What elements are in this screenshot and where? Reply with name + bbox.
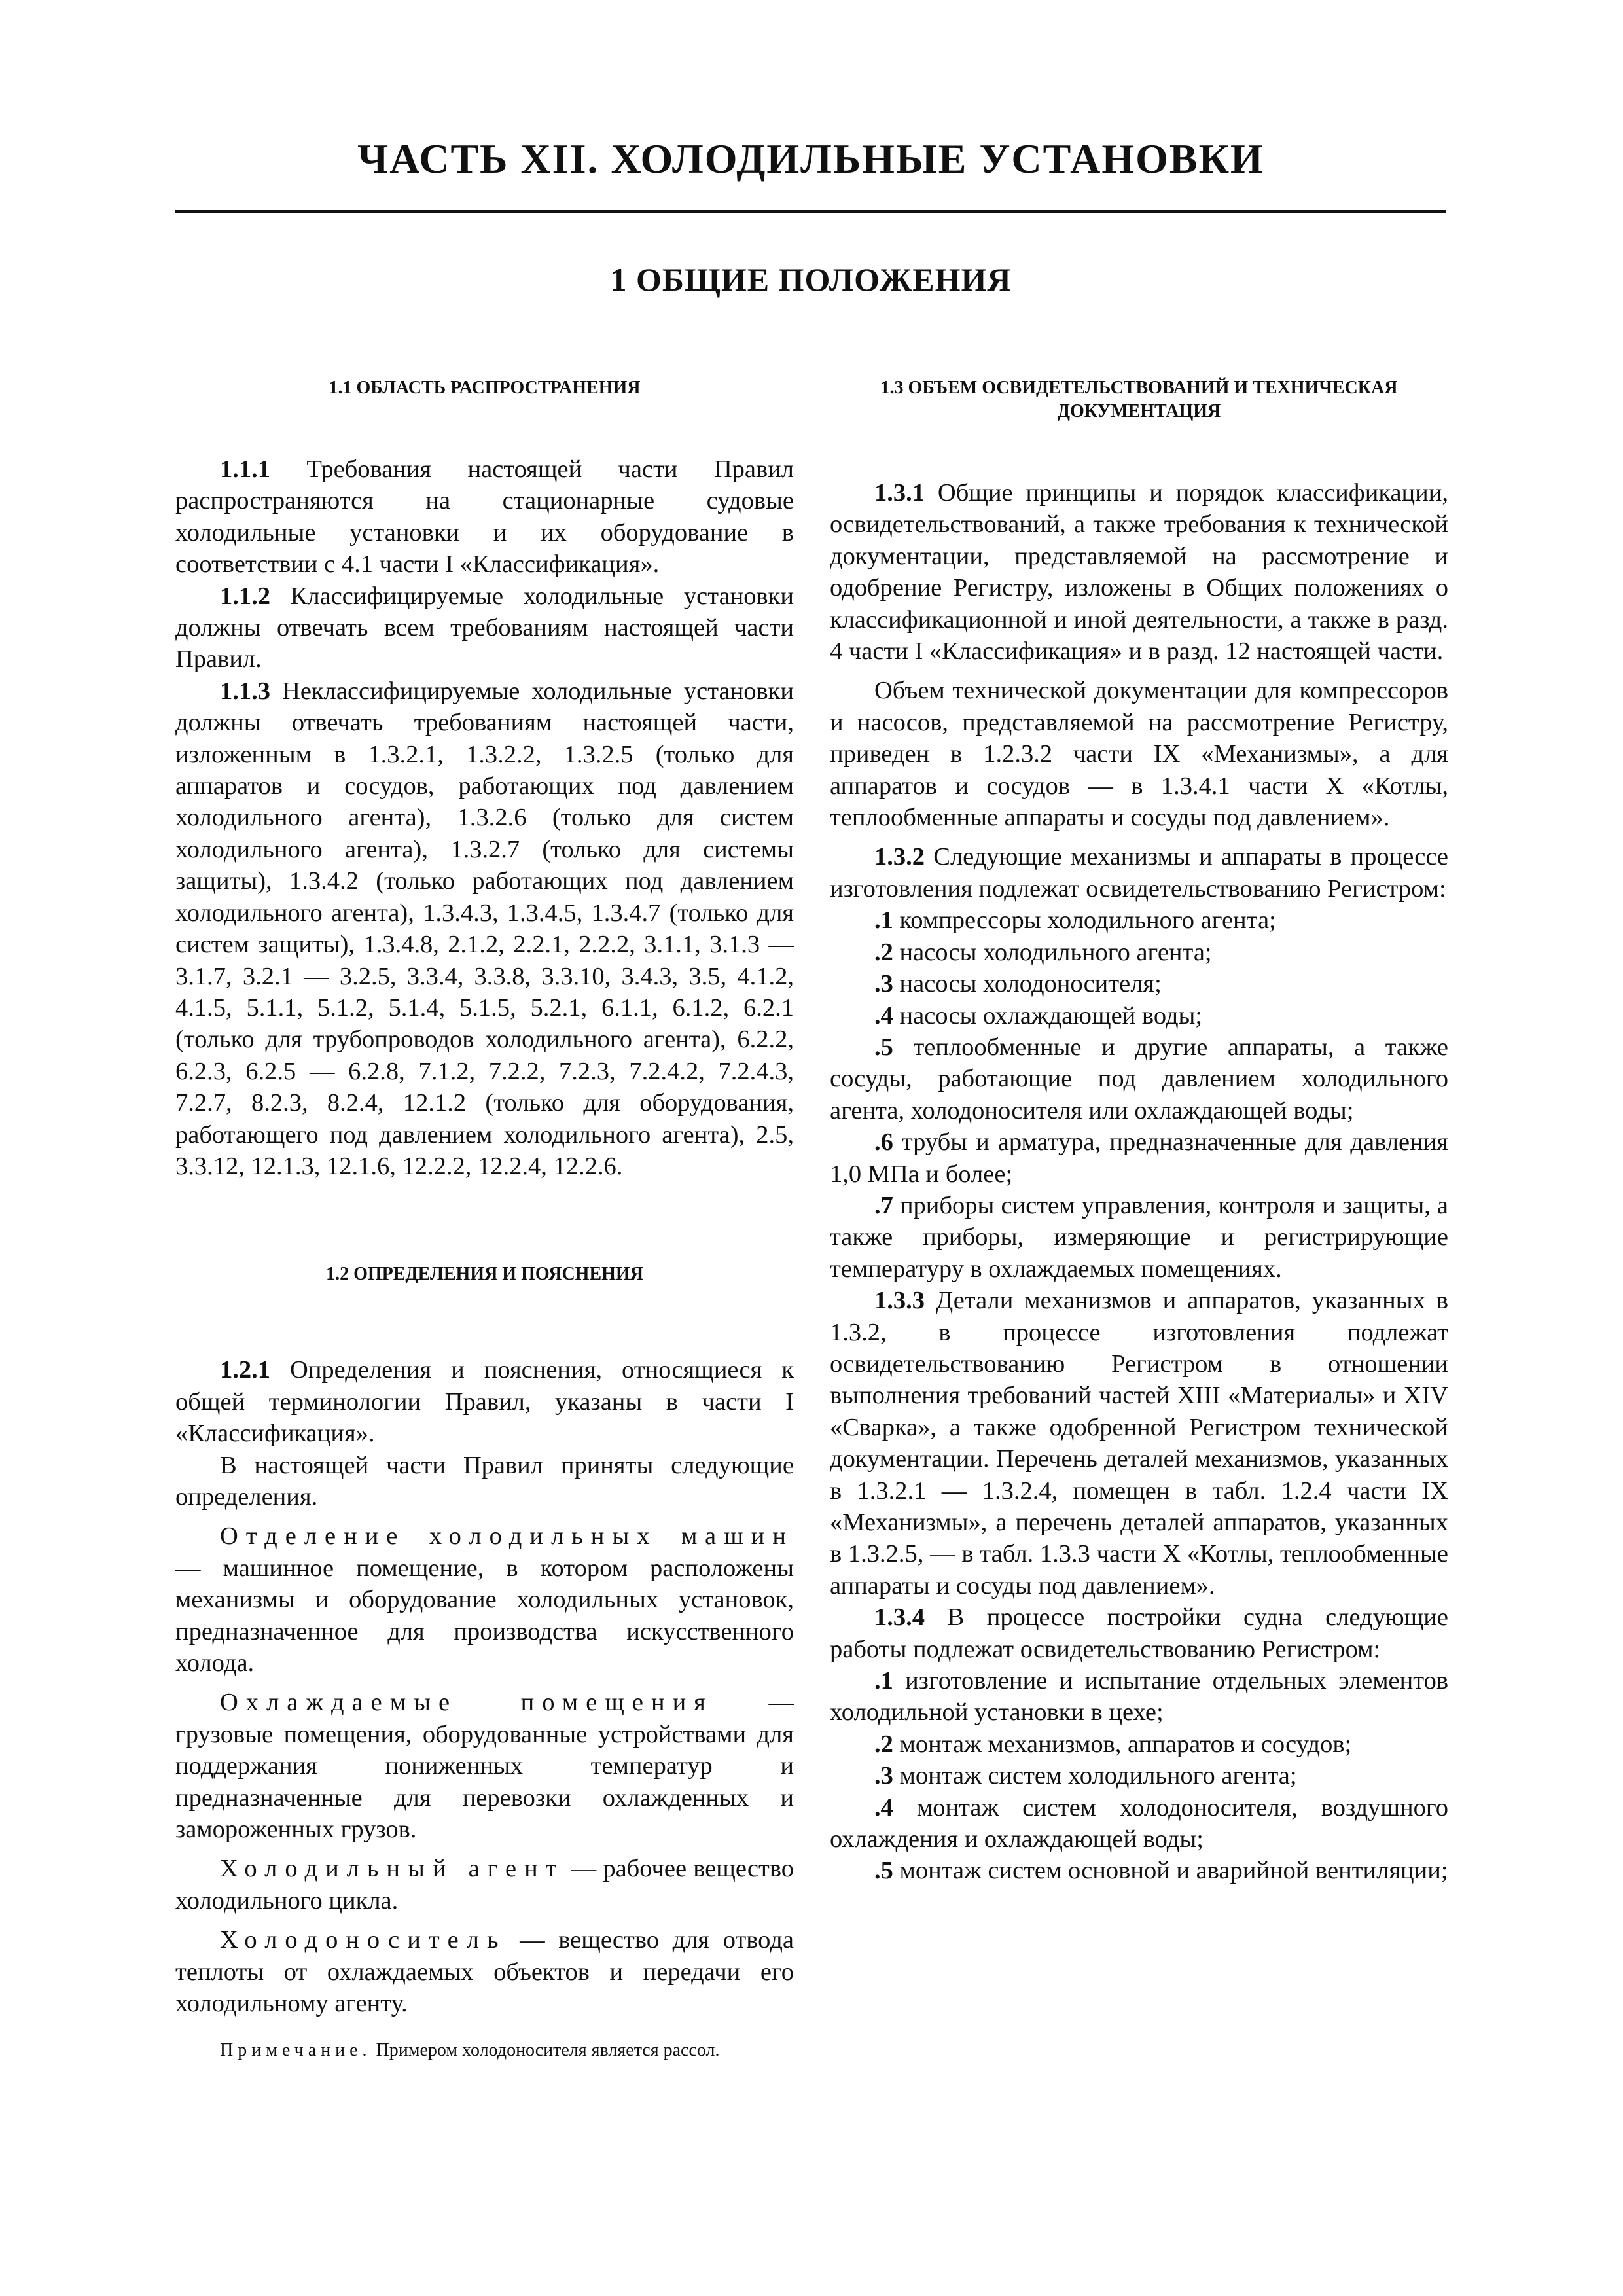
list-item bbox=[830, 1760, 1448, 1791]
item-number: .4 bbox=[874, 1001, 893, 1030]
list-item bbox=[830, 905, 1448, 936]
definition-refrigerated-spaces bbox=[175, 1687, 794, 1845]
definition-term: Холодильный агент bbox=[220, 1855, 565, 1883]
clause-text: Классифицируемые холодильные установки должны отвечать всем требованиям настоящей части Правил. bbox=[175, 582, 794, 673]
list-item bbox=[830, 1729, 1448, 1760]
paragraph-1-3-4 bbox=[830, 1602, 1448, 1665]
item-number: .6 bbox=[874, 1128, 893, 1157]
note bbox=[175, 2039, 794, 2062]
definition-text: — вещество для отвода теплоты от охлаждаемых объектов и передачи его холодильному агенту. bbox=[175, 1926, 794, 2018]
title-rule bbox=[175, 210, 1446, 213]
definition-machinery-room bbox=[175, 1520, 794, 1679]
clause-number: 1.1.2 bbox=[220, 582, 270, 610]
list-item bbox=[830, 1190, 1448, 1285]
item-text: монтаж систем холодоносителя, воздушного охлаждения и охлаждающей воды; bbox=[830, 1793, 1448, 1854]
item-number: .5 bbox=[874, 1857, 893, 1885]
item-text: теплообменные и другие аппараты, а также сосуды, работающие под давлением холодильного агента, холодоносителя или охлаждающей воды; bbox=[830, 1033, 1448, 1124]
clause-text: Детали механизмов и аппаратов, указанных в 1.3.2, в процессе изготовления подлежат освидетельствованию Регистром в отношении выполнения требований частей XIII «Материалы» и XIV «Сварка», а также одобренной Регистром технической документации. Перечень деталей механизмов, указанных в 1.3.2.1 — 1.3.2.4, помещен в табл. 1.2.4 части IX «Механизмы», а перечень деталей аппаратов, указанных в 1.3.2.5, — в табл. 1.3.3 части X «Котлы, теплообменные аппараты и сосуды под давлением». bbox=[830, 1287, 1448, 1600]
paragraph-1-3-1 bbox=[830, 477, 1448, 667]
paragraph-1-3-2 bbox=[830, 841, 1448, 905]
clause-text: Определения и пояснения, относящиеся к общей терминологии Правил, указаны в части I «Классификация». bbox=[175, 1356, 794, 1448]
item-number: .2 bbox=[874, 938, 893, 966]
list-item bbox=[830, 1792, 1448, 1856]
definition-text: — грузовые помещения, оборудованные устройствами для поддержания пониженных температур и предназначенные для перевозки охлажденных и замороженных грузов. bbox=[175, 1689, 794, 1844]
item-text: компрессоры холодильного агента; bbox=[893, 906, 1276, 935]
item-number: .1 bbox=[874, 906, 893, 935]
definition-coolant bbox=[175, 1924, 794, 2019]
item-text: насосы охлаждающей воды; bbox=[893, 1001, 1203, 1030]
item-text: монтаж систем холодильного агента; bbox=[893, 1762, 1297, 1790]
item-text: монтаж механизмов, аппаратов и сосудов; bbox=[893, 1730, 1352, 1758]
item-number: .5 bbox=[874, 1033, 893, 1061]
definition-term: Охлаждаемые помещения bbox=[220, 1689, 713, 1717]
definition-term: Холодоноситель bbox=[220, 1926, 507, 1954]
clause-text: Общие принципы и порядок классификации, освидетельствований, а также требования к технической документации, представляемой на рассмотрение и одобрение Регистру, изложены в Общих положениях о классификационной и иной деятельности, а также в разд. 4 части I «Классификация» и в разд. 12 настоящей части. bbox=[830, 479, 1448, 666]
subsection-heading-1-3: 1.3 ОБЪЕМ ОСВИДЕТЕЛЬСТВОВАНИЙ И ТЕХНИЧЕСКАЯ ДОКУМЕНТАЦИЯ bbox=[880, 378, 1398, 422]
clause-number: 1.1.3 bbox=[220, 677, 270, 705]
item-number: .3 bbox=[874, 970, 893, 998]
list-item bbox=[830, 1855, 1448, 1886]
list-item bbox=[830, 1000, 1448, 1031]
clause-number: 1.3.4 bbox=[874, 1604, 925, 1632]
note-text: Примером холодоносителя является рассол. bbox=[371, 2040, 720, 2061]
paragraph-1-2-1-definitions-intro: В настоящей части Правил приняты следующие определения. bbox=[175, 1451, 794, 1511]
definition-text: — машинное помещение, в котором расположены механизмы и оборудование холодильных установок, предназначенное для производства искусственного холода. bbox=[175, 1554, 794, 1677]
item-number: .4 bbox=[874, 1793, 893, 1821]
clause-text: Следующие механизмы и аппараты в процессе изготовления подлежат освидетельствованию Регистром: bbox=[830, 843, 1448, 903]
note-label: Примечание. bbox=[220, 2040, 372, 2061]
subsection-heading-1-2: 1.2 ОПРЕДЕЛЕНИЯ И ПОЯСНЕНИЯ bbox=[326, 1264, 643, 1285]
paragraph-1-3-1-documentation: Объем технической документации для компрессоров и насосов, представляемой на рассмотрение Регистру, приведен в 1.2.3.2 части IX «Механизмы», а для аппаратов и сосудов — в 1.3.4.1 части X «Котлы, теплообменные аппараты и сосуды под давлением». bbox=[830, 677, 1448, 832]
paragraph-1-1-3 bbox=[175, 675, 794, 1183]
list-item bbox=[830, 937, 1448, 968]
list-item bbox=[830, 1665, 1448, 1729]
definition-refrigerant bbox=[175, 1853, 794, 1916]
list-item bbox=[830, 968, 1448, 999]
item-number: .1 bbox=[874, 1667, 893, 1695]
subsection-heading-1-1: 1.1 ОБЛАСТЬ РАСПРОСТРАНЕНИЯ bbox=[329, 378, 641, 398]
item-text: монтаж систем основной и аварийной вентиляции; bbox=[893, 1857, 1448, 1885]
list-item bbox=[830, 1126, 1448, 1190]
clause-number: 1.1.1 bbox=[220, 456, 270, 483]
item-text: приборы систем управления, контроля и защиты, а также приборы, измеряющие и регистрирующие температуру в охлаждаемых помещениях. bbox=[830, 1191, 1448, 1283]
clause-text: В процессе постройки судна следующие работы подлежат освидетельствованию Регистром: bbox=[830, 1604, 1448, 1663]
clause-text: Неклассифицируемые холодильные установки должны отвечать требованиям настоящей части, изложенным в 1.3.2.1, 1.3.2.2, 1.3.2.5 (только для аппаратов и сосудов, работающих под давлением холодильного агента), 1.3.2.6 (только для систем холодильного агента), 1.3.2.7 (только для системы защиты), 1.3.4.2 (только работающих под давлением холодильного агента), 1.3.4.3, 1.3.4.5, 1.3.4.7 (только для систем защиты), 1.3.4.8, 2.1.2, 2.2.1, 2.2.2, 3.1.1, 3.1.3 — 3.1.7, 3.2.1 — 3.2.5, 3.3.4, 3.3.8, 3.3.10, 3.4.3, 3.5, 4.1.2, 4.1.5, 5.1.1, 5.1.2, 5.1.4, 5.1.5, 5.2.1, 6.1.1, 6.1.2, 6.2.1 (только для трубопроводов холодильного агента), 6.2.2, 6.2.3, 6.2.5 — 6.2.8, 7.1.2, 7.2.2, 7.2.3, 7.2.4.2, 7.2.4.3, 7.2.7, 8.2.3, 8.2.4, 12.1.2 (только для оборудования, работающего под давлением холодильного агента), 2.5, 3.3.12, 12.1.3, 12.1.6, 12.2.2, 12.2.4, 12.2.6. bbox=[175, 677, 794, 1180]
part-title: ЧАСТЬ XII. ХОЛОДИЛЬНЫЕ УСТАНОВКИ bbox=[357, 135, 1264, 182]
right-column bbox=[830, 376, 1448, 1887]
definition-term: Отделение холодильных машин bbox=[220, 1522, 794, 1551]
section-title: 1 ОБЩИЕ ПОЛОЖЕНИЯ bbox=[610, 261, 1012, 298]
list-item bbox=[830, 1031, 1448, 1126]
item-text: трубы и арматура, предназначенные для давления 1,0 МПа и более; bbox=[830, 1128, 1448, 1188]
left-column bbox=[175, 376, 794, 2062]
paragraph-1-1-1 bbox=[175, 454, 794, 581]
item-number: .7 bbox=[874, 1191, 893, 1219]
clause-number: 1.3.2 bbox=[874, 843, 925, 871]
paragraph-1-2-1 bbox=[175, 1354, 794, 1449]
clause-number: 1.3.3 bbox=[874, 1287, 925, 1315]
paragraph-1-3-3 bbox=[830, 1285, 1448, 1602]
clause-number: 1.3.1 bbox=[874, 479, 925, 507]
definition-text: — рабочее вещество холодильного цикла. bbox=[175, 1855, 794, 1914]
item-text: насосы холодоносителя; bbox=[893, 970, 1162, 998]
paragraph-1-1-2 bbox=[175, 581, 794, 675]
item-number: .3 bbox=[874, 1762, 893, 1790]
clause-text: Требования настоящей части Правил распространяются на стационарные судовые холодильные установки и их оборудование в соответствии с 4.1 части I «Классификация». bbox=[175, 456, 794, 579]
clause-number: 1.2.1 bbox=[220, 1356, 270, 1384]
item-number: .2 bbox=[874, 1730, 893, 1758]
item-text: насосы холодильного агента; bbox=[893, 938, 1212, 966]
item-text: изготовление и испытание отдельных элементов холодильной установки в цехе; bbox=[830, 1667, 1448, 1727]
